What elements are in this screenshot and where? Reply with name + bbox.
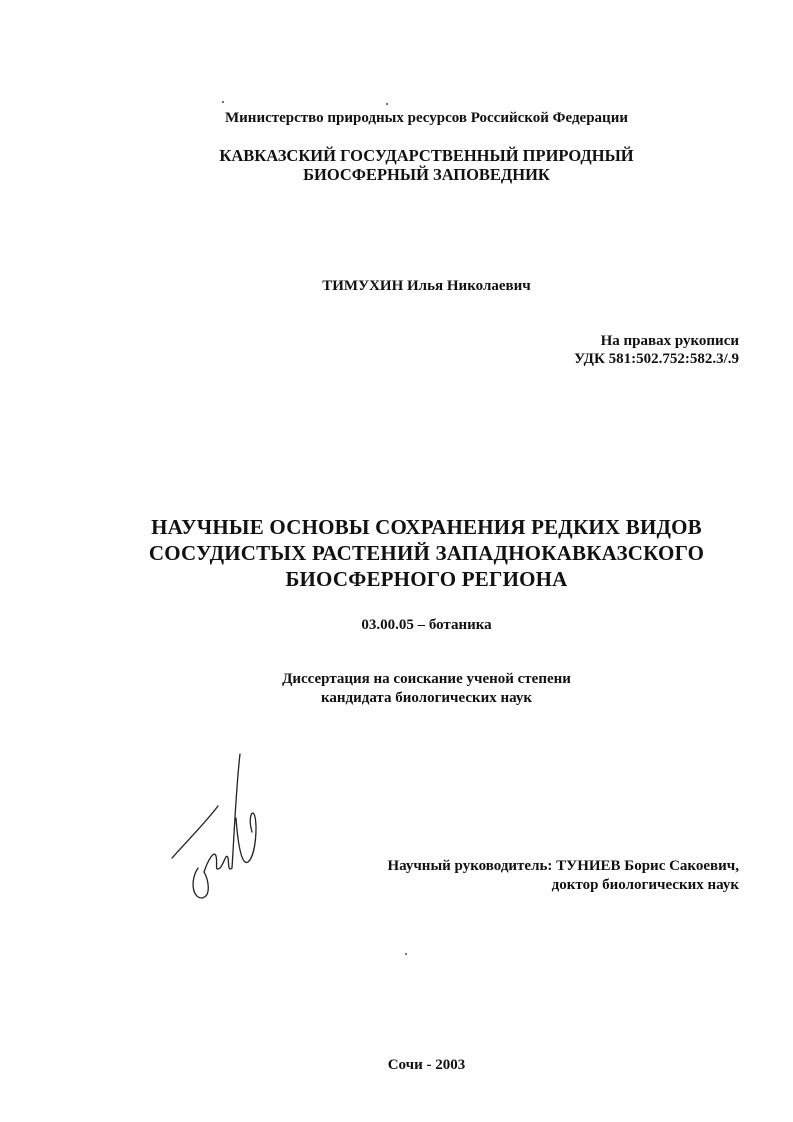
manuscript-rights: На правах рукописи — [600, 333, 739, 349]
scan-speck — [222, 101, 224, 103]
title-line-2: СОСУДИСТЫХ РАСТЕНИЙ ЗАПАДНОКАВКАЗСКОГО — [148, 541, 705, 565]
dissertation-title — [0, 514, 793, 592]
advisor-block — [387, 857, 739, 895]
scan-speck — [386, 103, 388, 105]
title-line-1: НАУЧНЫЕ ОСНОВЫ СОХРАНЕНИЯ РЕДКИХ ВИДОВ — [151, 515, 702, 539]
title-line-3: БИОСФЕРНОГО РЕГИОНА — [285, 567, 568, 591]
scan-speck — [405, 953, 407, 955]
author-name: ТИМУХИН Илья Николаевич — [322, 278, 531, 294]
organization-line-2: БИОСФЕРНЫЙ ЗАПОВЕДНИК — [303, 165, 550, 184]
degree-line-2: кандидата биологических наук — [320, 690, 533, 706]
degree-line-1: Диссертация на соискание ученой степени — [282, 671, 571, 687]
degree-statement — [0, 670, 793, 708]
organization-line-1: КАВКАЗСКИЙ ГОСУДАРСТВЕННЫЙ ПРИРОДНЫЙ — [219, 146, 634, 165]
organization-name — [0, 146, 793, 184]
specialty-code: 03.00.05 – ботаника — [361, 617, 492, 633]
advisor-line-1: Научный руководитель: ТУНИЕВ Борис Сакоевич, — [387, 858, 739, 874]
udc-code: УДК 581:502.752:582.3/.9 — [574, 351, 739, 367]
manuscript-block — [574, 332, 739, 368]
city-year: Сочи - 2003 — [387, 1057, 466, 1073]
signature-icon — [168, 748, 268, 908]
advisor-line-2: доктор биологических наук — [551, 877, 739, 893]
ministry-line: Министерство природных ресурсов Российской Федерации — [225, 110, 628, 126]
